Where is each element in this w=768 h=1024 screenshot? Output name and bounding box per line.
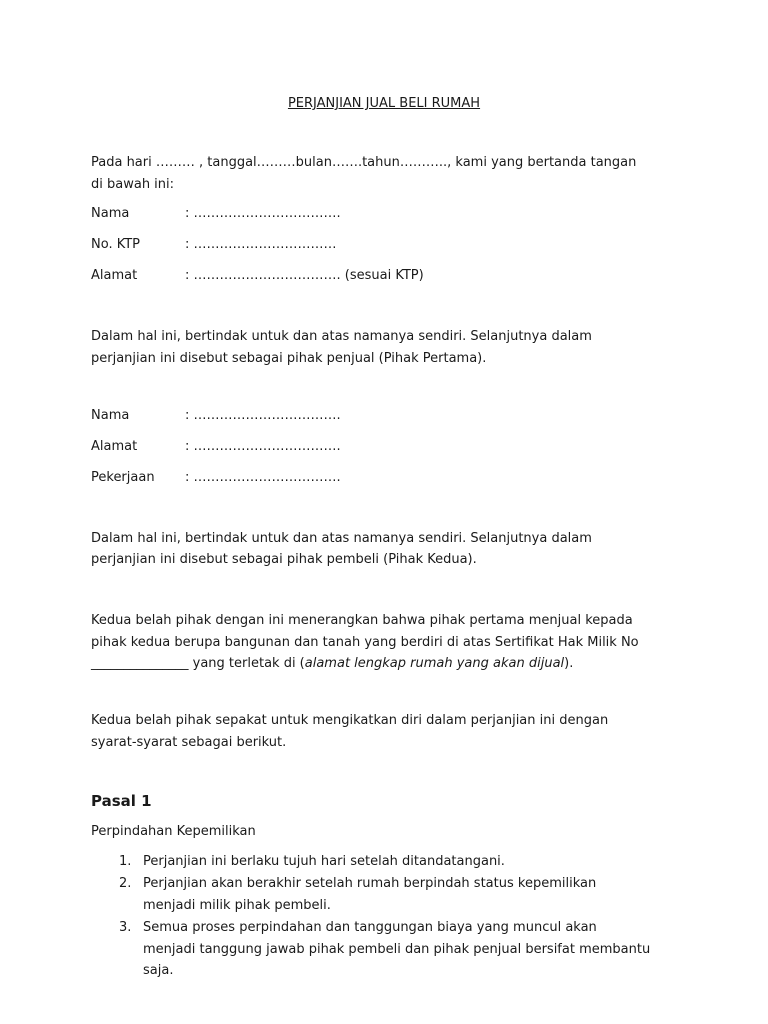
buyer-statement-line-2: perjanjian ini disebut sebagai pihak pembeli (Pihak Kedua). xyxy=(91,552,477,567)
agreement-line-2: syarat-syarat sebagai berikut. xyxy=(91,735,287,750)
buyer-field-occupation xyxy=(0,470,768,486)
opening-line-2: di bawah ini: xyxy=(91,177,175,192)
pasal-1-subtitle: Perpindahan Kepemilikan xyxy=(91,824,256,839)
seller-statement-line-1: Dalam hal ini, bertindak untuk dan atas namanya sendiri. Selanjutnya dalam xyxy=(91,329,592,344)
list-number: 3. xyxy=(119,920,132,935)
field-value: : ……………………………. xyxy=(185,408,341,423)
opening-line-1: Pada hari ……… , tanggal………bulan…….tahun……….., kami yang bertanda tangan xyxy=(91,155,637,170)
property-text: yang terletak di ( xyxy=(188,656,305,671)
field-label: Nama xyxy=(91,408,130,423)
agreement-line-1: Kedua belah pihak sepakat untuk mengikatkan diri dalam perjanjian ini dengan xyxy=(91,713,609,728)
field-label: Alamat xyxy=(91,439,138,454)
buyer-field-address xyxy=(0,439,768,455)
property-address-placeholder: alamat lengkap rumah yang akan dijual xyxy=(304,656,565,671)
list-item-text: saja. xyxy=(143,963,174,978)
buyer-field-name xyxy=(0,408,768,424)
field-value: : ……………………………. (sesuai KTP) xyxy=(185,268,424,283)
list-item-text: menjadi tanggung jawab pihak pembeli dan pihak penjual bersifat membantu xyxy=(143,942,651,957)
seller-field-ktp xyxy=(0,237,768,253)
list-item-text: menjadi milik pihak pembeli. xyxy=(143,898,331,913)
seller-field-address xyxy=(0,268,768,284)
list-number: 1. xyxy=(119,854,132,869)
field-value: : ……………………………. xyxy=(185,206,341,221)
property-line-2: pihak kedua berupa bangunan dan tanah yang berdiri di atas Sertifikat Hak Milik No xyxy=(91,635,639,650)
list-number: 2. xyxy=(119,876,132,891)
pasal-1-heading: Pasal 1 xyxy=(91,792,152,810)
document-title: PERJANJIAN JUAL BELI RUMAH xyxy=(287,96,481,111)
property-line-3 xyxy=(91,656,573,672)
property-end: ). xyxy=(564,656,574,671)
seller-statement-line-2: perjanjian ini disebut sebagai pihak penjual (Pihak Pertama). xyxy=(91,351,487,366)
certificate-blank: _______________ xyxy=(91,656,189,671)
field-label: No. KTP xyxy=(91,237,141,252)
list-item-text: Semua proses perpindahan dan tanggungan biaya yang muncul akan xyxy=(143,920,597,935)
field-value: : ……………………………. xyxy=(185,439,341,454)
list-item-text: Perjanjian ini berlaku tujuh hari setelah ditandatangani. xyxy=(143,854,505,869)
field-value: : …………………………… xyxy=(185,237,337,252)
field-label: Alamat xyxy=(91,268,138,283)
field-label: Nama xyxy=(91,206,130,221)
buyer-statement-line-1: Dalam hal ini, bertindak untuk dan atas namanya sendiri. Selanjutnya dalam xyxy=(91,531,592,546)
list-item-text: Perjanjian akan berakhir setelah rumah berpindah status kepemilikan xyxy=(143,876,597,891)
seller-field-name xyxy=(0,206,768,222)
field-label: Pekerjaan xyxy=(91,470,155,485)
field-value: : ……………………………. xyxy=(185,470,341,485)
property-line-1: Kedua belah pihak dengan ini menerangkan bahwa pihak pertama menjual kepada xyxy=(91,613,633,628)
